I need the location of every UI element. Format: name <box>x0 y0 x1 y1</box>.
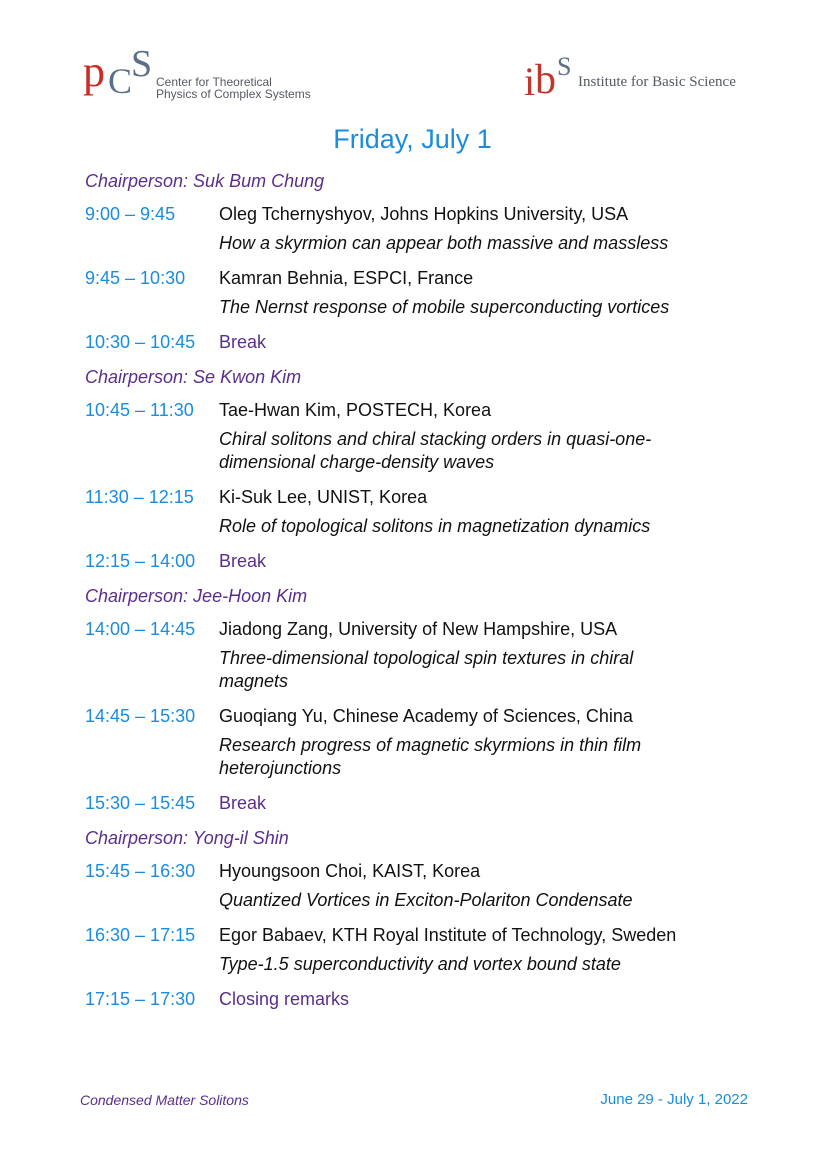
speaker-affiliation: Egor Babaev, KTH Royal Institute of Technology, Sweden <box>219 925 677 945</box>
schedule-row <box>85 203 785 255</box>
pcs-logo <box>83 43 323 106</box>
page-title: Friday, July 1 <box>333 124 492 154</box>
time-slot: 12:15 – 14:00 <box>85 551 196 571</box>
talk-title-line: magnets <box>219 671 289 691</box>
schedule-row <box>85 860 785 912</box>
speaker-affiliation: Hyoungsoon Choi, KAIST, Korea <box>219 861 481 881</box>
session-chairperson: Chairperson: Suk Bum Chung <box>85 171 325 191</box>
time-slot: 10:45 – 11:30 <box>85 400 194 420</box>
talk-entry <box>219 486 785 538</box>
talk-title-line: Research progress of magnetic skyrmions in thin film <box>219 735 642 755</box>
talk-title <box>219 647 785 693</box>
talk-title-line: Chiral solitons and chiral stacking orders in quasi-one- <box>219 429 652 449</box>
talk-title-line: dimensional charge-density waves <box>219 452 495 472</box>
time-slot: 17:15 – 17:30 <box>85 989 196 1009</box>
schedule-row-closing <box>85 988 785 1011</box>
time-slot: 16:30 – 17:15 <box>85 925 196 945</box>
session-chairperson: Chairperson: Jee-Hoon Kim <box>85 586 308 606</box>
talk-entry <box>219 618 785 693</box>
time-slot: 14:00 – 14:45 <box>85 619 196 639</box>
speaker-affiliation: Tae-Hwan Kim, POSTECH, Korea <box>219 400 492 420</box>
schedule-row <box>85 924 785 976</box>
break-label: Break <box>219 332 267 352</box>
speaker-affiliation: Guoqiang Yu, Chinese Academy of Sciences, China <box>219 706 633 726</box>
schedule-row-break <box>85 331 785 354</box>
talk-title <box>219 734 785 780</box>
pcs-mark-s: S <box>131 43 153 85</box>
time-slot: 9:45 – 10:30 <box>85 268 186 288</box>
time-slot: 9:00 – 9:45 <box>85 204 176 224</box>
talk-title <box>219 428 785 474</box>
break-label: Break <box>219 793 267 813</box>
speaker-affiliation: Jiadong Zang, University of New Hampshire, USA <box>219 619 618 639</box>
talk-entry <box>219 399 785 474</box>
schedule-row <box>85 486 785 538</box>
footer-event-dates: June 29 - July 1, 2022 <box>600 1091 748 1108</box>
time-slot: 15:45 – 16:30 <box>85 861 196 881</box>
ibs-logo-name: Institute for Basic Science <box>578 74 736 90</box>
closing-remarks-label: Closing remarks <box>219 989 350 1009</box>
pcs-mark-c: C <box>108 61 133 101</box>
talk-entry <box>219 267 785 319</box>
pcs-logo-line1: Center for Theoretical <box>156 75 272 89</box>
session-1 <box>85 170 785 354</box>
schedule-row <box>85 399 785 474</box>
talk-title: Quantized Vortices in Exciton-Polariton Condensate <box>219 890 633 910</box>
talk-title-line: Three-dimensional topological spin textures in chiral <box>219 648 634 668</box>
program-schedule <box>85 170 785 1011</box>
ibs-mark-b: b <box>535 57 556 103</box>
ibs-logo <box>524 52 754 104</box>
session-2 <box>85 366 785 573</box>
talk-title: The Nernst response of mobile superconducting vortices <box>219 297 670 317</box>
talk-title-line: heterojunctions <box>219 758 342 778</box>
session-chairperson: Chairperson: Yong-il Shin <box>85 828 289 848</box>
time-slot: 14:45 – 15:30 <box>85 706 196 726</box>
ibs-mark-i: i <box>524 59 536 104</box>
pcs-mark-p: p <box>83 47 105 96</box>
speaker-affiliation: Ki-Suk Lee, UNIST, Korea <box>219 487 428 507</box>
pcs-logo-line2: Physics of Complex Systems <box>156 87 311 101</box>
talk-title: How a skyrmion can appear both massive and massless <box>219 233 669 253</box>
pcs-logo-text <box>156 76 311 100</box>
talk-entry <box>219 924 785 976</box>
schedule-row-break <box>85 550 785 573</box>
schedule-row <box>85 618 785 693</box>
schedule-row <box>85 705 785 780</box>
ibs-mark-s: S <box>557 52 572 81</box>
break-label: Break <box>219 551 267 571</box>
session-chairperson: Chairperson: Se Kwon Kim <box>85 367 302 387</box>
time-slot: 15:30 – 15:45 <box>85 793 196 813</box>
talk-entry <box>219 705 785 780</box>
speaker-affiliation: Kamran Behnia, ESPCI, France <box>219 268 474 288</box>
footer-event-name: Condensed Matter Solitons <box>80 1092 249 1108</box>
schedule-row-break <box>85 792 785 815</box>
talk-entry <box>219 203 785 255</box>
session-3 <box>85 585 785 815</box>
time-slot: 11:30 – 12:15 <box>85 487 194 507</box>
time-slot: 10:30 – 10:45 <box>85 332 196 352</box>
schedule-row <box>85 267 785 319</box>
session-4 <box>85 827 785 1011</box>
speaker-affiliation: Oleg Tchernyshyov, Johns Hopkins University, USA <box>219 204 629 224</box>
talk-title: Type-1.5 superconductivity and vortex bound state <box>219 954 621 974</box>
talk-title: Role of topological solitons in magnetization dynamics <box>219 516 651 536</box>
talk-entry <box>219 860 785 912</box>
